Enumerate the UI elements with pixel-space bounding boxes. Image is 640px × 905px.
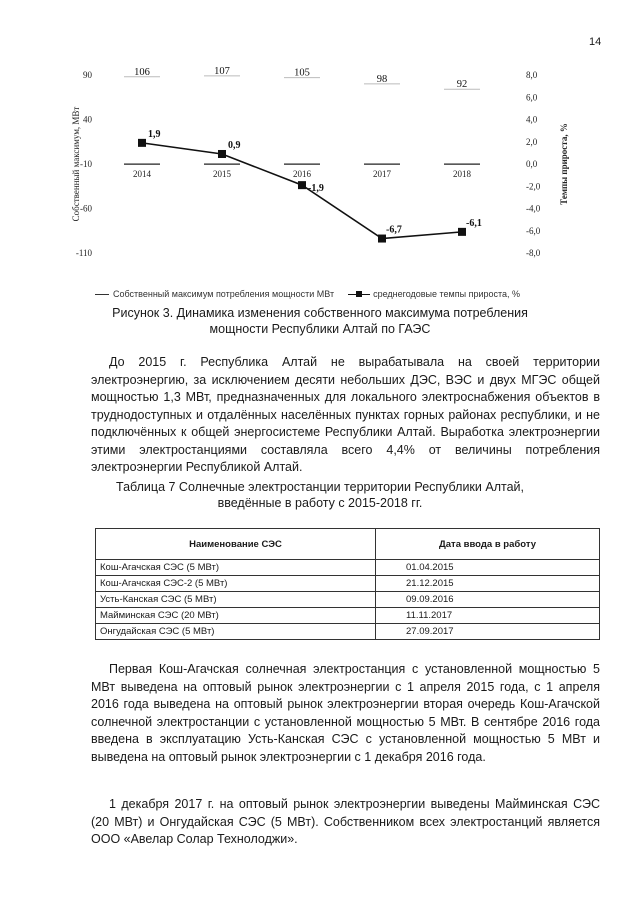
growth-rate-point xyxy=(138,139,146,147)
right-axis-tick: 6,0 xyxy=(526,92,538,103)
growth-rate-label: -6,7 xyxy=(386,224,402,236)
left-axis-tick: 40 xyxy=(83,114,92,125)
category-label: 2016 xyxy=(293,169,311,180)
paragraph-1-text: До 2015 г. Республика Алтай не вырабатывала на своей территории электроэнергию, за исключением десяти небольших ДЭС, ВЭС и двух МГЭС общей мощностью 1,3 МВт, предназначенных для локального электроснабжения объектов в труднодоступных и отдалённых населённых пунктах горных районах республики, и не подключённых к общей энергосистеме Республики Алтай. Выработка электроэнергии этими электростанциями составляла всего 4,4% от величины потребления электроэнергии Республикой Алтай. xyxy=(91,355,600,474)
commission-date: 11.11.2017 xyxy=(376,608,600,624)
bar-value-label: 92 xyxy=(456,79,468,91)
commission-date: 01.04.2015 xyxy=(376,560,600,576)
plant-name: Кош-Агачская СЭС (5 МВт) xyxy=(96,560,376,576)
chart-legend xyxy=(95,289,520,299)
right-axis-tick: 4,0 xyxy=(526,114,538,125)
paragraph-2 xyxy=(91,661,600,766)
category-label: 2017 xyxy=(373,169,391,180)
header-date: Дата ввода в работу xyxy=(376,529,600,560)
right-axis-tick: -8,0 xyxy=(526,248,541,258)
left-axis-tick: -60 xyxy=(80,203,92,214)
right-axis-tick: 8,0 xyxy=(526,70,538,80)
right-axis-tick: -6,0 xyxy=(526,225,541,236)
table-caption-line2: введённые в работу с 2015-2018 гг. xyxy=(217,496,423,510)
bar-value-label: 106 xyxy=(134,66,150,78)
growth-rate-point xyxy=(458,228,466,236)
category-label: 2014 xyxy=(133,169,151,180)
figure-caption-line1: Рисунок 3. Динамика изменения собственного максимума потребления xyxy=(112,306,528,320)
table-row xyxy=(96,560,600,576)
right-axis-tick: -4,0 xyxy=(526,203,541,214)
category-label: 2015 xyxy=(213,169,231,180)
growth-rate-point xyxy=(378,235,386,243)
growth-rate-point xyxy=(298,181,306,189)
paragraph-3 xyxy=(91,796,600,849)
left-axis-label: Собственный максимум, МВт xyxy=(71,106,81,222)
paragraph-1 xyxy=(91,354,600,477)
right-axis-tick: 0,0 xyxy=(526,159,538,169)
commission-date: 27.09.2017 xyxy=(376,624,600,640)
legend-line-label: среднегодовые темпы прироста, % xyxy=(373,289,521,299)
table-caption-line1: Таблица 7 Солнечные электростанции территории Республики Алтай, xyxy=(116,480,524,494)
plant-name: Усть-Канская СЭС (5 МВт) xyxy=(96,592,376,608)
table-row xyxy=(96,624,600,640)
table-row xyxy=(96,592,600,608)
figure-caption-line2: мощности Республики Алтай по ГАЭС xyxy=(209,322,431,336)
bar-value-label: 105 xyxy=(294,67,310,79)
figure-caption xyxy=(90,305,550,337)
plant-name: Кош-Агачская СЭС-2 (5 МВт) xyxy=(96,576,376,592)
paragraph-2-text: Первая Кош-Агачская солнечная электростанция с установленной мощностью 5 МВт выведена на оптовый рынок электроэнергии с 1 апреля 2015 года, с 1 апреля 2016 года выведена на оптовый рынок электроэнергии вторая очередь Кош-Агачской солнечной электростанции с установленной мощностью 5 МВт. В сентябре 2016 года введена в эксплуатацию Усть-Канская СЭС с установленной мощностью 5 МВт и выведена на оптовый рынок электроэнергии с 1 декабря 2016 года. xyxy=(91,662,600,764)
bar-value-label: 107 xyxy=(214,65,230,77)
solar-plants-table xyxy=(95,528,600,640)
plant-name: Онгудайская СЭС (5 МВт) xyxy=(96,624,376,640)
legend-line-swatch xyxy=(348,294,370,295)
growth-rate-label: 0,9 xyxy=(228,139,241,151)
chart xyxy=(70,62,580,297)
growth-rate-line xyxy=(142,143,462,239)
header-name: Наименование СЭС xyxy=(96,529,376,560)
legend-bar-label: Собственный максимум потребления мощности МВт xyxy=(113,289,335,299)
left-axis-tick: -10 xyxy=(80,159,92,169)
table-row xyxy=(96,608,600,624)
right-axis-tick: -2,0 xyxy=(526,181,541,192)
page-number: 14 xyxy=(589,36,602,48)
growth-rate-label: -6,1 xyxy=(466,217,482,229)
right-axis-label: Темпы прироста, % xyxy=(559,123,569,205)
table-header-row xyxy=(96,529,600,560)
table-caption xyxy=(100,479,540,511)
category-label: 2018 xyxy=(453,169,471,180)
bar-value-label: 98 xyxy=(376,73,388,85)
right-axis-tick: 2,0 xyxy=(526,136,538,147)
left-axis-tick: -110 xyxy=(75,248,92,258)
table-row xyxy=(96,576,600,592)
growth-rate-label: -1,9 xyxy=(308,183,324,195)
plant-name: Майминская СЭС (20 МВт) xyxy=(96,608,376,624)
legend-bar-swatch xyxy=(95,294,109,295)
paragraph-3-text: 1 декабря 2017 г. на оптовый рынок электроэнергии выведены Майминская СЭС (20 МВт) и Онгудайская СЭС (5 МВт). Собственником всех электростанций является ООО «Авелар Солар Технолоджи». xyxy=(91,797,600,846)
growth-rate-point xyxy=(218,150,226,158)
commission-date: 21.12.2015 xyxy=(376,576,600,592)
left-axis-tick: 90 xyxy=(83,70,92,80)
growth-rate-label: 1,9 xyxy=(148,128,161,140)
commission-date: 09.09.2016 xyxy=(376,592,600,608)
